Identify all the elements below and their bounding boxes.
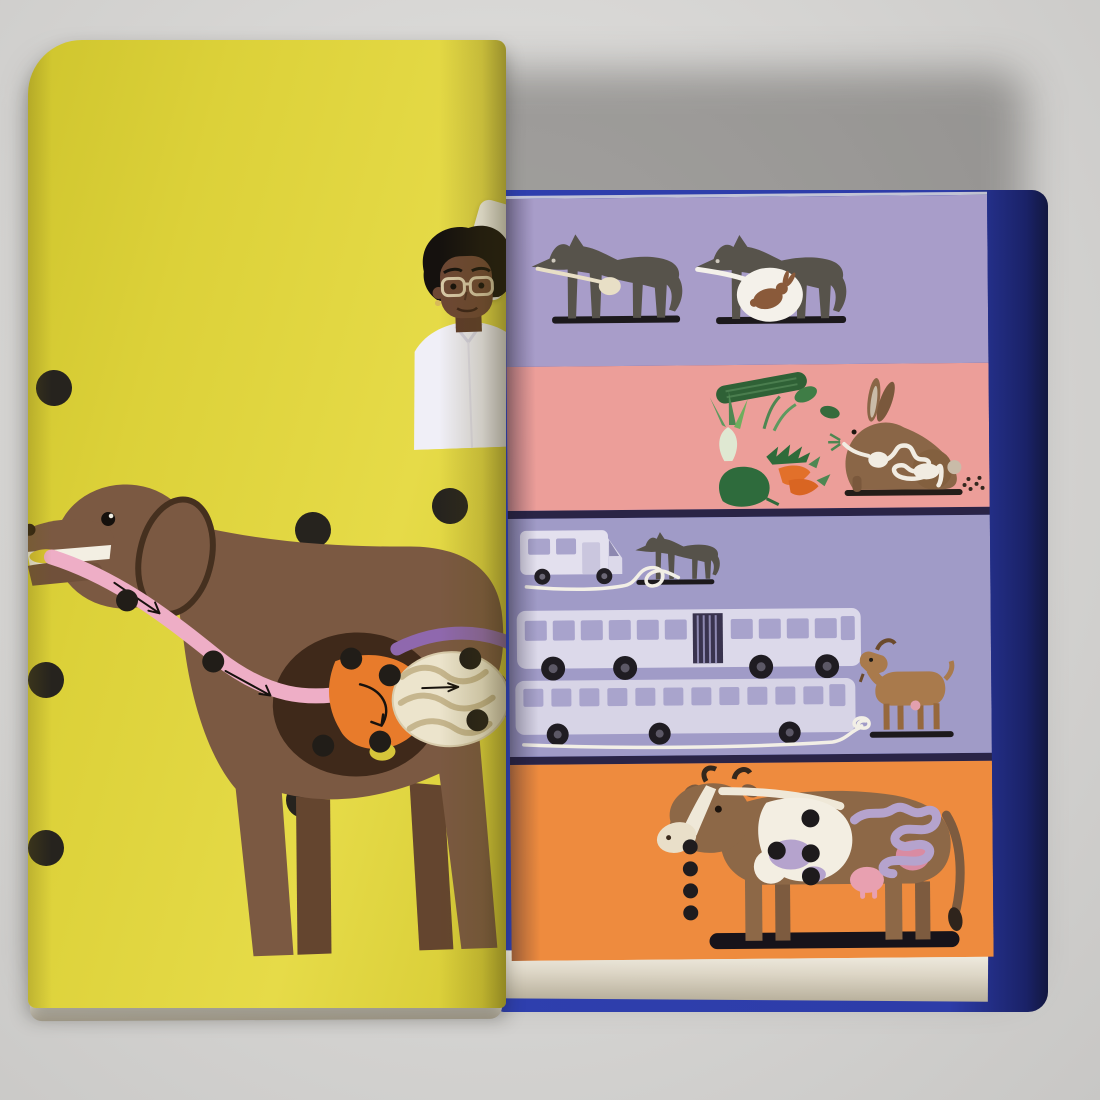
goat bbox=[853, 640, 953, 738]
shirt bbox=[410, 320, 506, 450]
cow-illustration bbox=[510, 761, 994, 961]
bus-row-2 bbox=[515, 678, 856, 746]
legend-item-rumen bbox=[683, 839, 705, 854]
stomach-legend bbox=[683, 839, 706, 920]
legend-number bbox=[683, 861, 698, 876]
hanna-character-illustration bbox=[402, 216, 506, 450]
section-rodents bbox=[506, 363, 989, 511]
legend-item-abomasum bbox=[683, 905, 705, 920]
dog-digestion-illustration bbox=[28, 441, 506, 1003]
wolf-stretched-stomach bbox=[695, 234, 846, 322]
vegetables bbox=[710, 370, 842, 507]
carnivores-paragraph bbox=[853, 228, 985, 232]
face bbox=[439, 255, 493, 319]
rabbit bbox=[828, 376, 985, 496]
section-ruminants bbox=[510, 761, 994, 961]
camper-van bbox=[520, 530, 622, 585]
wolves-illustration bbox=[517, 210, 858, 363]
legend-item-reticulum bbox=[683, 861, 705, 876]
legend-number bbox=[683, 905, 698, 920]
page-title bbox=[34, 53, 506, 96]
section-carnivores bbox=[505, 195, 988, 367]
left-page bbox=[28, 40, 506, 1008]
rodents-paragraph bbox=[515, 377, 707, 383]
section-herbivores bbox=[508, 515, 992, 757]
wolf-figure bbox=[635, 532, 720, 580]
bus-row-1 bbox=[517, 608, 862, 681]
step-circle-1 bbox=[35, 369, 73, 407]
droppings bbox=[962, 476, 984, 491]
step-text-1 bbox=[32, 414, 332, 431]
legend-number bbox=[683, 883, 698, 898]
right-page bbox=[505, 192, 994, 961]
wolf-small-stomach bbox=[531, 233, 682, 318]
rabbit-and-vegetables-illustration bbox=[702, 367, 988, 509]
legend-number bbox=[683, 839, 698, 854]
intro-paragraph bbox=[34, 100, 485, 134]
intestine-length-illustration bbox=[508, 515, 992, 757]
legend-item-omasum bbox=[683, 883, 705, 898]
